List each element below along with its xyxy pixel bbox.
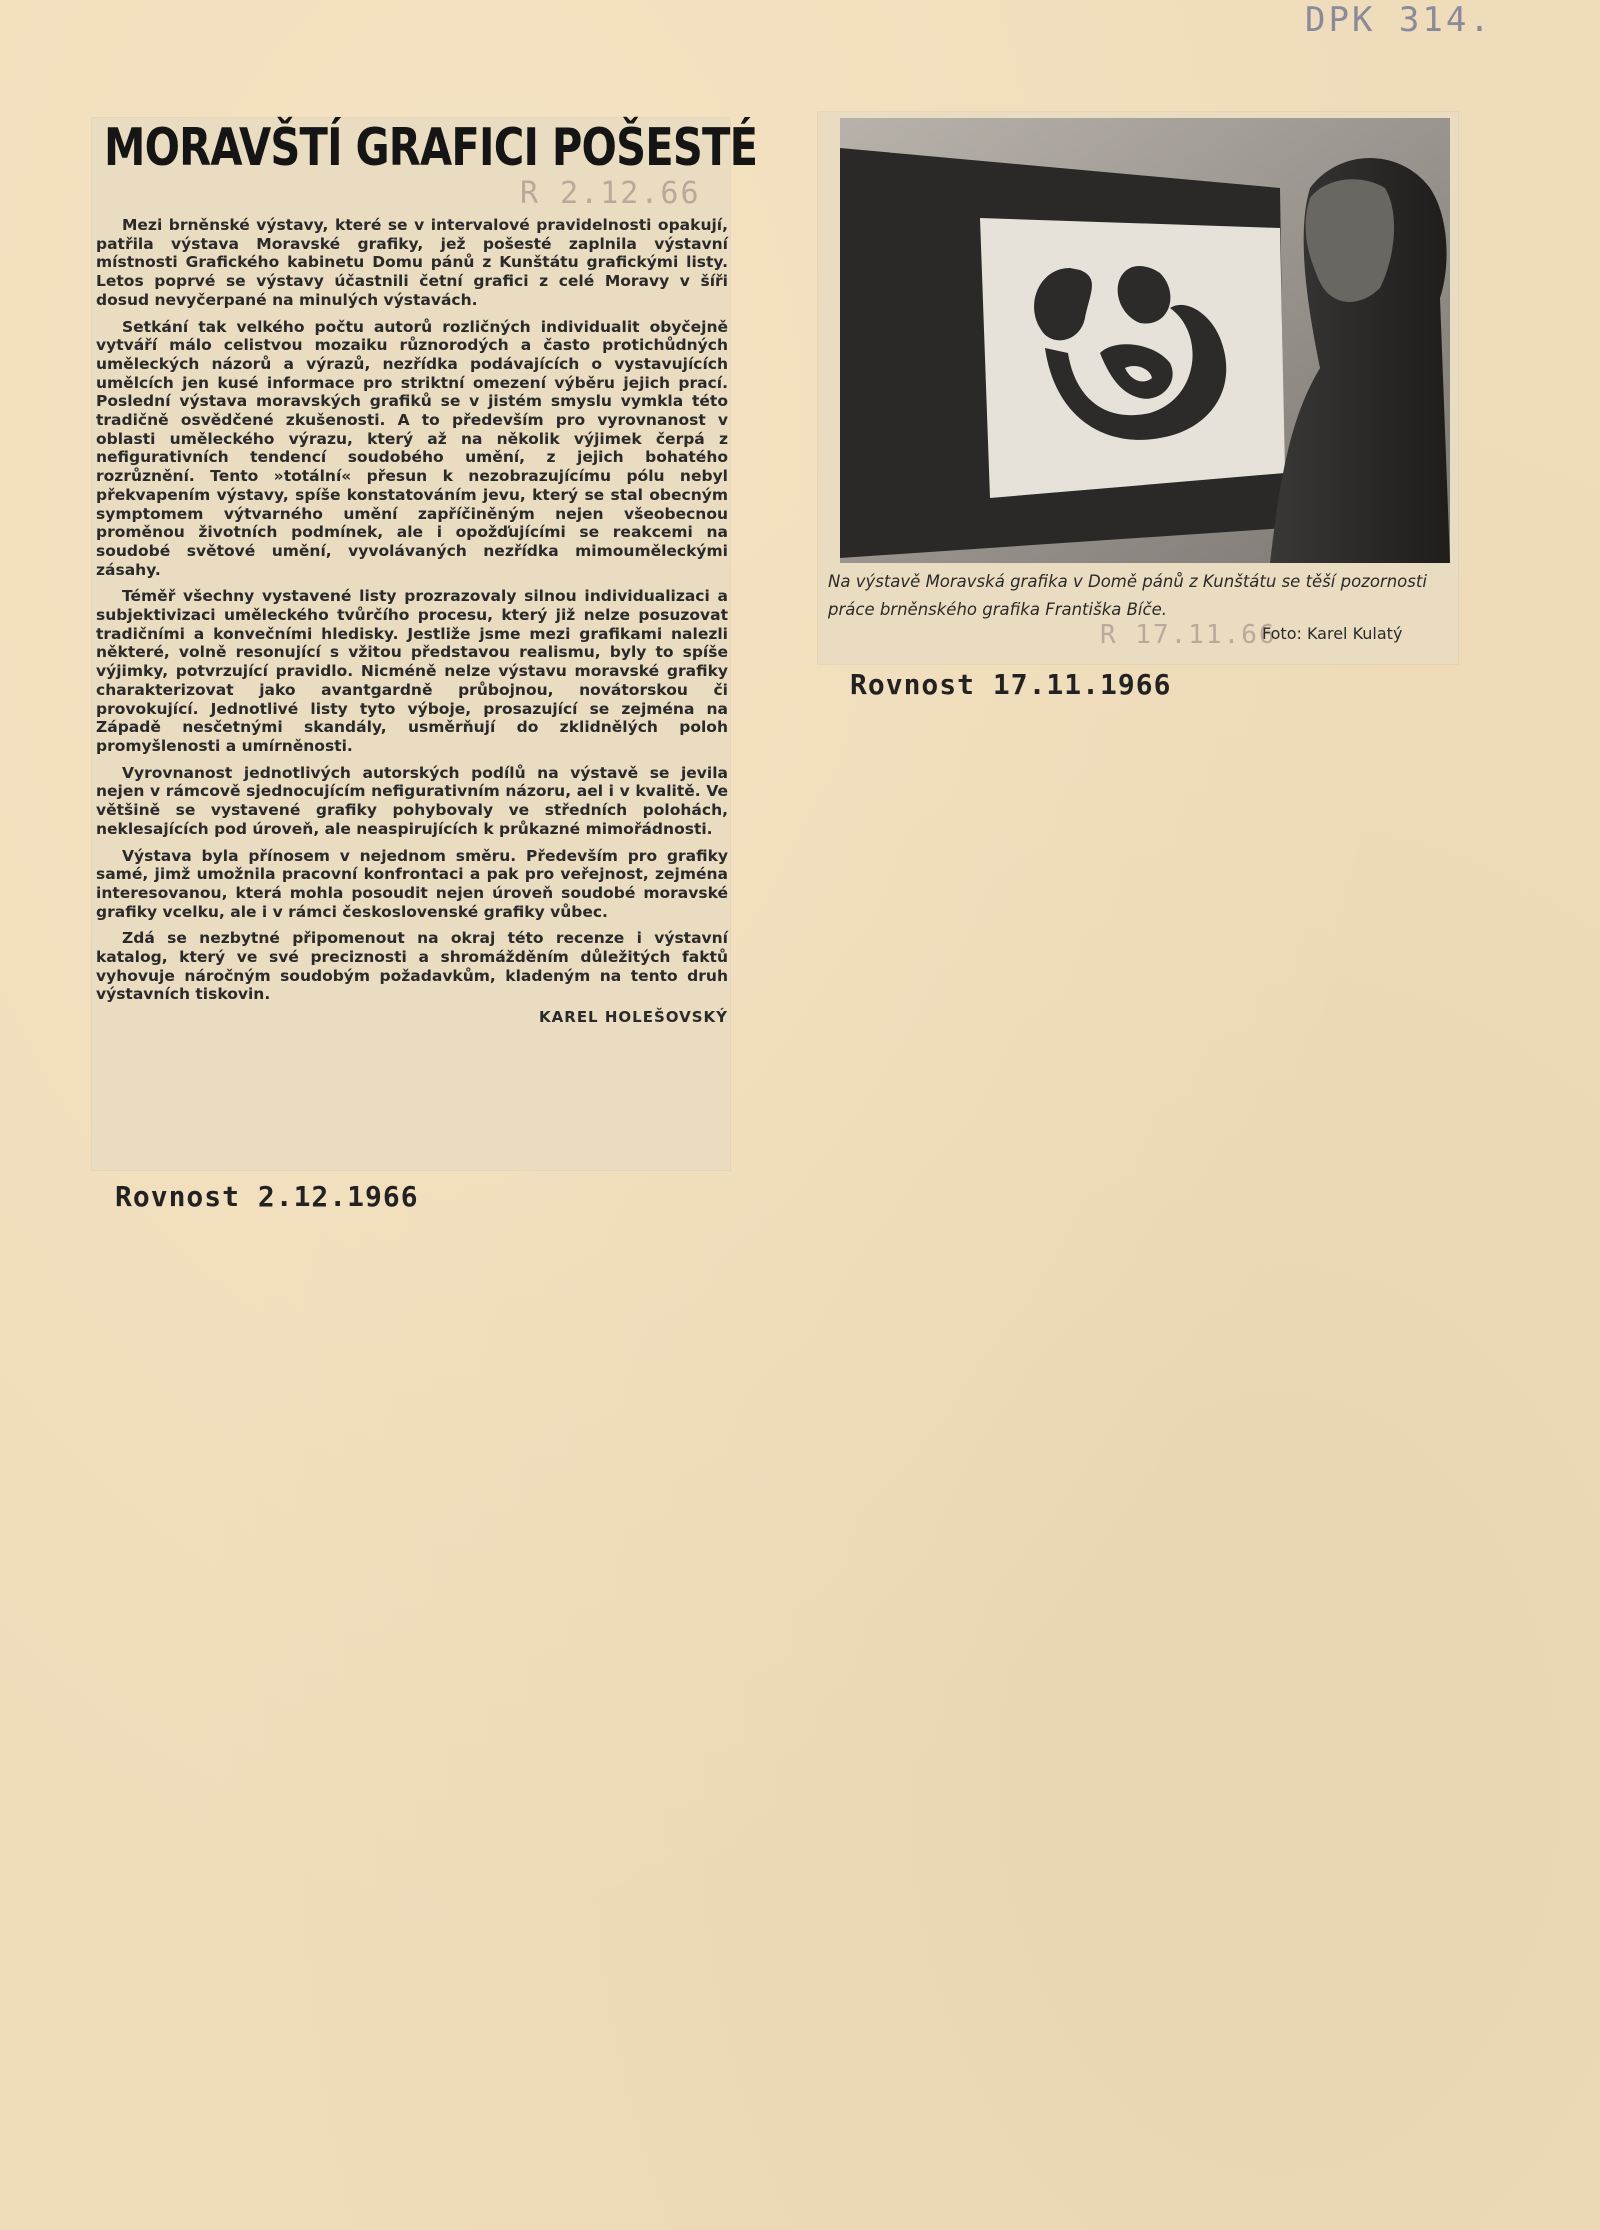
article-source-note: Rovnost 2.12.1966 [115, 1180, 419, 1213]
article-author: KAREL HOLEŠOVSKÝ [539, 1008, 728, 1027]
article-paragraph: Zdá se nezbytné připomenout na okraj této recenze i výstavní katalog, který ve své preciznosti a shromážděním důležitých faktů vyhovuje náročným soudobým požadavkům, kladeným na tento druh výstavních tiskovin. [96, 929, 728, 1004]
article-paragraph: Setkání tak velkého počtu autorů rozličných individualit obyčejně vytváří málo celistvou mozaiku různorodých a často protichůdných uměleckých názorů a výrazů, nezřídka podávajících o vystavujících umělcích jen kusé informace pro striktní omezení výběru jejich prací. Poslední výstava moravských grafiků se v jistém smyslu vymkla této tradičně osvědčené zkušenosti. A to především pro vyrovnanost v oblasti uměleckého výrazu, který až na několik výjimek čerpá z nefigurativních tendencí soudobého umění, z jejich bohatého rozrůznění. Tento »totální« přesun k nezobrazujícímu pólu nebyl překvapením výstavy, spíše konstatováním jevu, který se stal obecným symptomem výtvarného umění zapříčiněným nejen všeobecnou proměnou životních podmínek, ale i opožďujícími se reakcemi na soudobé světové umění, vyvolávaných nezřídka mimouměleckými zásahy. [96, 317, 728, 579]
exhibition-photo-image [840, 118, 1450, 563]
exhibition-photo [840, 118, 1450, 563]
article-paragraph: Vyrovnanost jednotlivých autorských podílů na výstavě se jevila nejen v rámcově sjednocujícím nefigurativním názoru, ael i v kvalitě. Ve většině se vystavené grafiky pohybovaly ve středních polohách, neklesajících pod úroveň, ale neaspirujících k průkazné mimořádnosti. [96, 763, 728, 838]
photo-source-note: Rovnost 17.11.1966 [850, 668, 1172, 701]
article-paragraph: Výstava byla přínosem v nejednom směru. Především pro grafiky samé, jimž umožnila pracovní konfrontaci a pak pro veřejnost, zejména interesovanou, která mohla posoudit nejen úroveň soudobé moravské grafiky vcelku, ale i v rámci československé grafiky vůbec. [96, 846, 728, 921]
photo-caption: Na výstavě Moravská grafika v Domě pánů z Kunštátu se těší pozornosti práce brněnského grafika Františka Bíče. [828, 572, 1427, 619]
article-paragraph: Téměř všechny vystavené listy prozrazovaly silnou individualizaci a subjektivizaci uměleckého tvůrčího procesu, který již nelze posuzovat tradičními a konvečními hledisky. Jestliže jsme mezi grafikami nalezli některé, volně resonující s vžitou představou realismu, byly to spíše výjimky, potvrzující pravidlo. Nicméně nelze výstavu moravské grafiky charakterizovat jako avantgardně průbojnou, novátorskou či provokující. Jednotlivé listy tyto výboje, prosazující se zejména na Západě nesčetnými skandály, usměrňují do zklidnělých poloh promyšlenosti a umírněnosti. [96, 587, 728, 755]
photo-credit: Foto: Karel Kulatý [1262, 624, 1403, 643]
article-body [96, 216, 728, 1027]
photo-date-stamp: R 17.11.66 [1100, 620, 1277, 650]
article-paragraph: Mezi brněnské výstavy, které se v intervalové pravidelnosti opakují, patřila výstava Moravské grafiky, jež pošesté zaplnila výstavní místnosti Grafického kabinetu Domu pánů z Kunštátu grafickými listy. Letos poprvé se výstavy účastnili četní grafici z celé Moravy v šíři dosud nevyčerpané na minulých výstavách. [96, 216, 728, 309]
archive-mark: DPK 314. [1305, 0, 1493, 40]
article-date-stamp: R 2.12.66 [520, 176, 701, 211]
article-headline: MORAVŠTÍ GRAFICI POŠESTÉ [104, 118, 758, 178]
